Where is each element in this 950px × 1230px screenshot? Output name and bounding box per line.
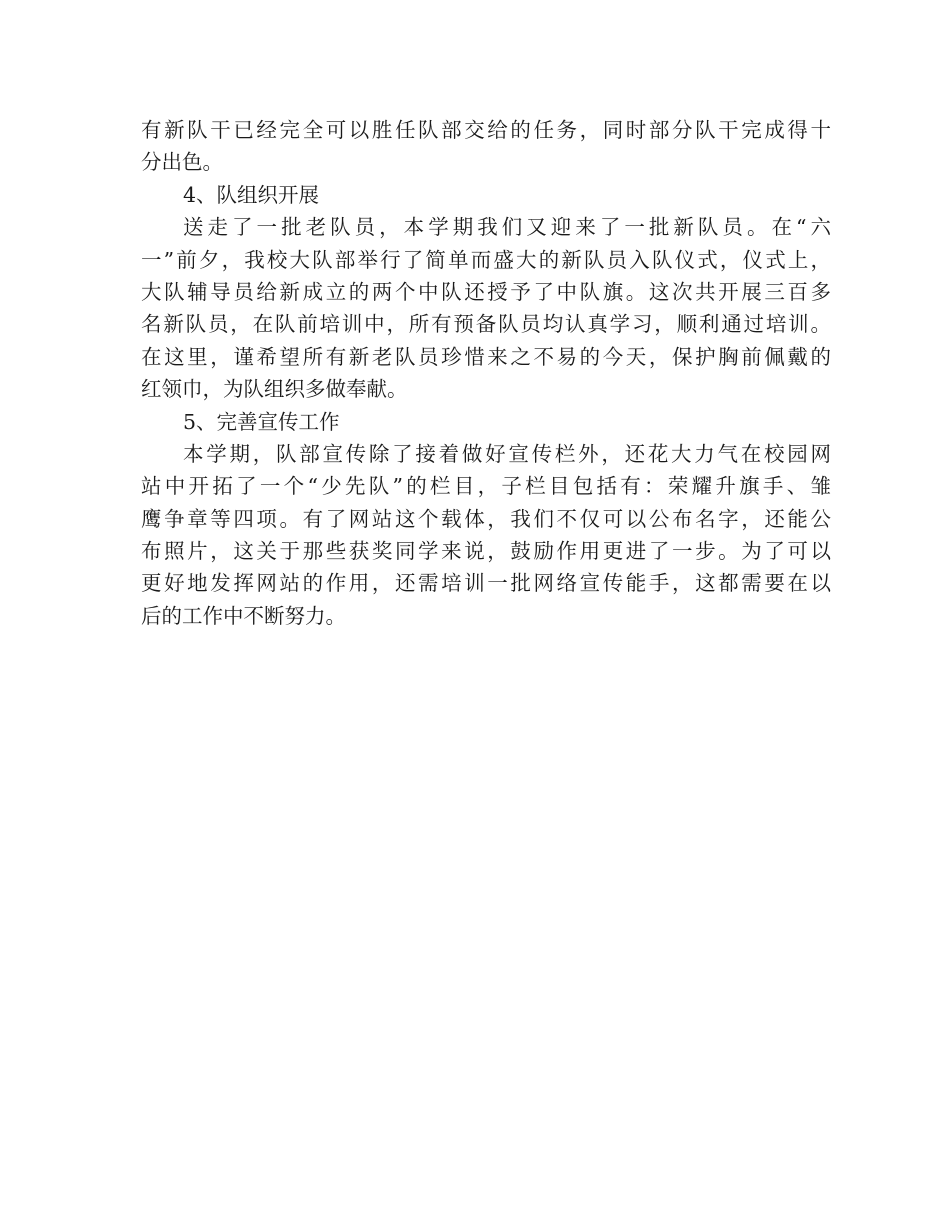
document-body (141, 114, 831, 632)
paragraph-line: 后的工作中不断努力。 (141, 603, 346, 628)
paragraph-line: 鹰争章等四项。有了网站这个载体，我们不仅可以公布名字，还能公 (141, 506, 831, 531)
paragraph-line: 在这里，谨希望所有新老队员珍惜来之不易的今天，保护胸前佩戴的 (141, 344, 831, 369)
section-heading: 4、队组织开展 (183, 182, 320, 207)
paragraph-line: 更好地发挥网站的作用，还需培训一批网络宣传能手，这都需要在以 (141, 571, 831, 596)
section-heading: 5、完善宣传工作 (183, 409, 340, 434)
paragraph-line: 本学期，队部宣传除了接着做好宣传栏外，还花大力气在校园网 (183, 441, 831, 466)
paragraph-line: 名新队员，在队前培训中，所有预备队员均认真学习，顺利通过培训。 (141, 312, 831, 337)
paragraph-line: 有新队干已经完全可以胜任队部交给的任务，同时部分队干完成得十 (141, 118, 831, 142)
paragraph-line: 一”前夕，我校大队部举行了简单而盛大的新队员入队仪式，仪式上， (141, 247, 831, 272)
paragraph-line: 大队辅导员给新成立的两个中队还授予了中队旗。这次共开展三百多 (141, 279, 831, 304)
paragraph-line: 送走了一批老队员，本学期我们又迎来了一批新队员。在“六 (183, 215, 831, 240)
paragraph-line: 站中开拓了一个“少先队”的栏目，子栏目包括有：荣耀升旗手、雏 (141, 474, 831, 499)
paragraph-line: 分出色。 (141, 150, 223, 175)
paragraph-line: 布照片，这关于那些获奖同学来说，鼓励作用更进了一步。为了可以 (141, 539, 831, 564)
paragraph-line: 红领巾，为队组织多做奉献。 (141, 377, 408, 402)
